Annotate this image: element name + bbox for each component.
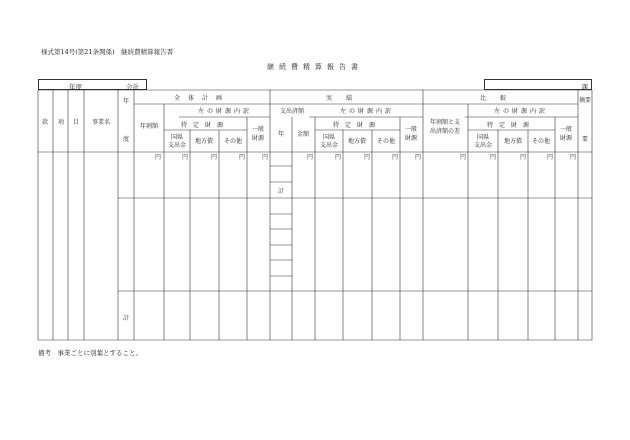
comparison-general-2: 財源: [559, 135, 573, 142]
col-kou: 項: [57, 119, 65, 126]
form-number: 様式第14号(第21条関係) 継続費精算報告書: [41, 48, 174, 56]
actual-general-2: 財源: [404, 135, 418, 142]
yen-unit: 円: [519, 154, 526, 161]
yen-unit: 円: [569, 154, 576, 161]
fiscal-year-label: 年度: [69, 82, 82, 91]
diff-label-1: 年割額と支: [429, 119, 461, 126]
overall-plan-header: 全体計画: [173, 95, 231, 102]
yen-unit: 円: [363, 154, 370, 161]
yen-unit: 円: [181, 154, 188, 161]
actual-pref-subsidy-2: 支出金: [319, 142, 339, 149]
actual-local-bond: 地方債: [347, 138, 367, 145]
actual-header: 実績: [325, 95, 367, 102]
yen-unit: 円: [414, 154, 421, 161]
comparison-specific-funding: 特定財源: [486, 122, 536, 129]
col-kan: 款: [41, 119, 49, 126]
comparison-pref-subsidy-2: 支出金: [473, 142, 493, 149]
actual-amount-label: 金額: [296, 131, 310, 138]
plan-funding-breakdown: 左の財源内訳: [197, 108, 253, 115]
actual-funding-breakdown: 左の財源内訳: [339, 108, 395, 115]
yen-unit: 円: [489, 154, 496, 161]
yen-unit: 円: [334, 154, 341, 161]
yen-unit: 円: [391, 154, 398, 161]
comparison-pref-subsidy-1: 国県: [476, 134, 490, 141]
col-project: 事業名: [91, 119, 111, 126]
yen-unit: 円: [238, 154, 245, 161]
comparison-other: その他: [531, 138, 551, 145]
comparison-general-1: 一般: [559, 126, 573, 133]
yen-unit: 円: [261, 154, 268, 161]
comparison-header: 比較: [479, 95, 521, 102]
expenditure-settled-label: 支出済額: [279, 108, 305, 115]
department-label: 課: [581, 82, 588, 91]
plan-local-bond: 地方債: [194, 138, 214, 145]
diff-label-2: 出済額の差: [429, 128, 461, 135]
yen-unit: 円: [306, 154, 313, 161]
comparison-funding-breakdown: 左の財源内訳: [493, 108, 549, 115]
plan-general-2: 財源: [251, 135, 265, 142]
subtotal-label: 計: [277, 188, 285, 195]
yen-unit: 円: [459, 154, 466, 161]
plan-specific-funding: 特定財源: [180, 122, 230, 129]
comparison-local-bond: 地方債: [503, 138, 523, 145]
actual-general-1: 一般: [404, 126, 418, 133]
actual-specific-funding: 特定財源: [332, 122, 382, 129]
document-title: 継続費精算報告書: [267, 63, 363, 71]
plan-other: その他: [223, 138, 243, 145]
yen-unit: 円: [154, 154, 161, 161]
yen-unit: 円: [210, 154, 217, 161]
grand-total-label: 計: [122, 315, 130, 322]
account-label: 会計: [126, 82, 139, 91]
annual-amount-label: 年割額: [139, 123, 159, 130]
remarks-col-2: 要: [581, 136, 589, 143]
plan-general-1: 一般: [251, 126, 265, 133]
plan-pref-subsidy-2: 支出金: [167, 142, 187, 149]
col-year-2: 度: [122, 136, 130, 143]
yen-unit: 円: [546, 154, 553, 161]
actual-other: その他: [376, 138, 396, 145]
plan-pref-subsidy-1: 国県: [170, 134, 184, 141]
remarks-note: 備考 事業ごとに別葉とすること。: [38, 349, 142, 357]
col-year: 年: [122, 98, 130, 105]
actual-pref-subsidy-1: 国県: [322, 134, 336, 141]
col-moku: 目: [72, 119, 80, 126]
remarks-col: 摘要: [578, 97, 592, 104]
actual-year-label: 年: [277, 131, 285, 138]
